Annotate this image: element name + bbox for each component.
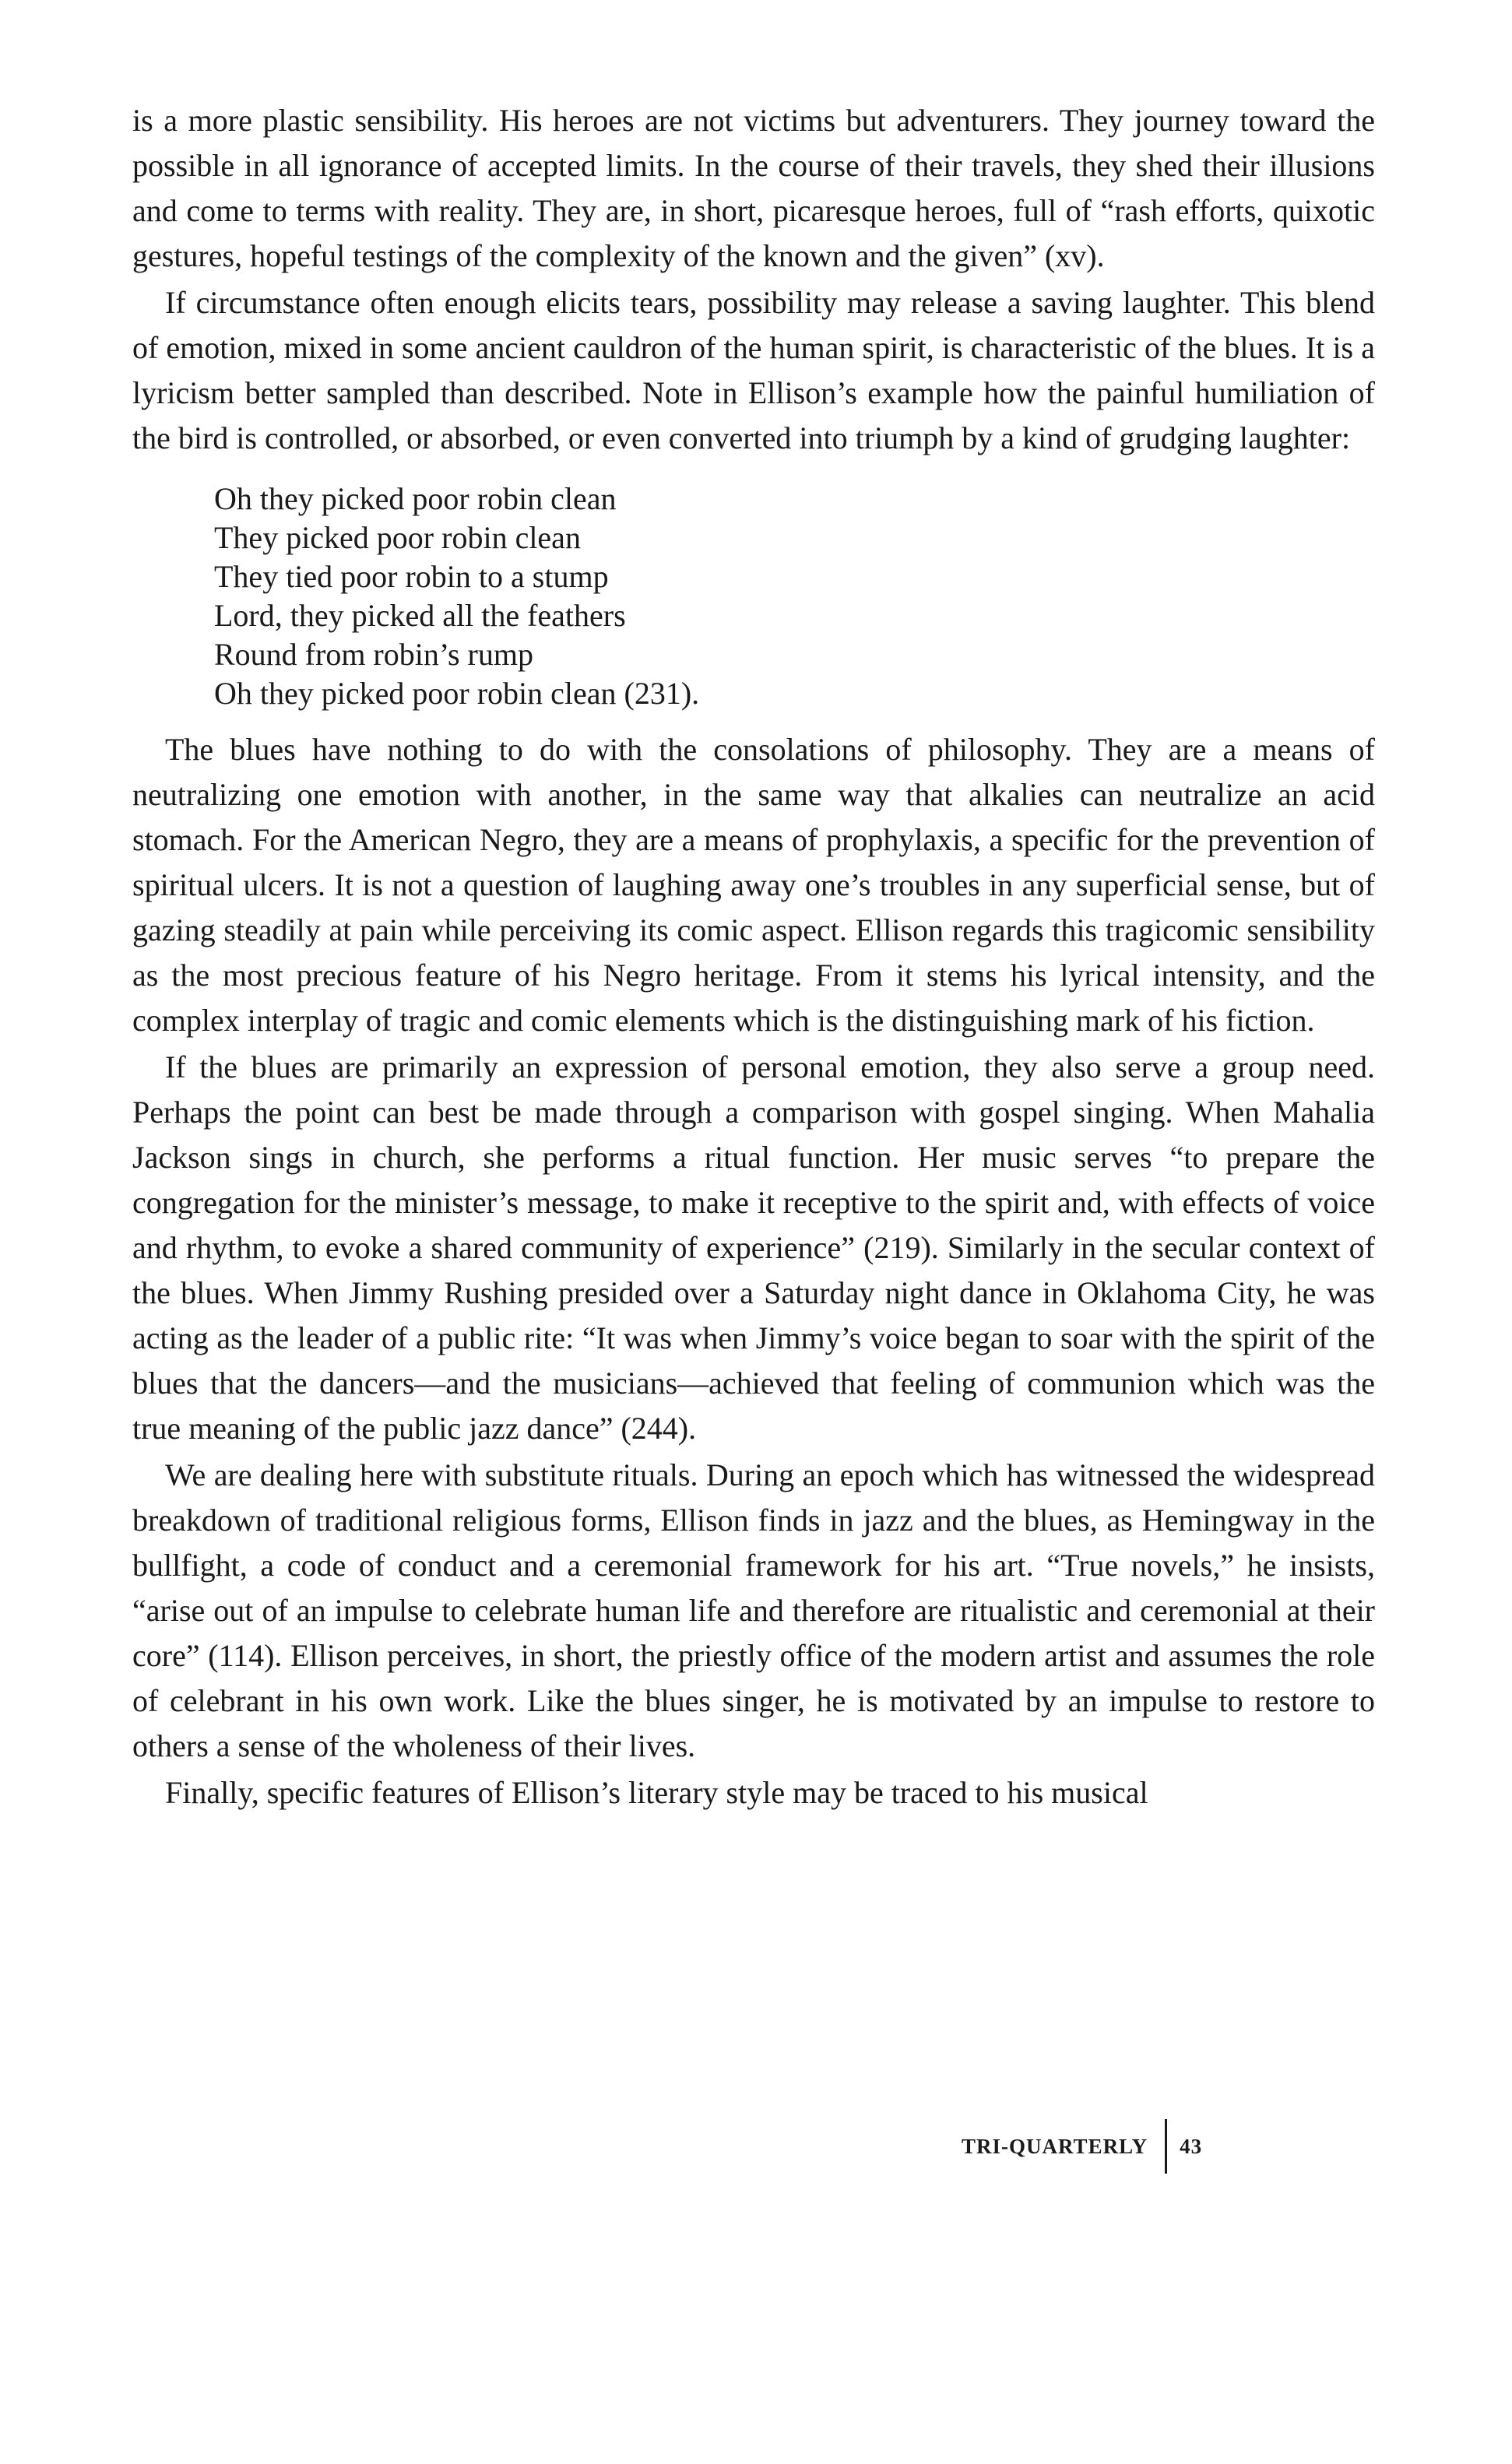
blues-verse-quote bbox=[214, 480, 1375, 713]
paragraph-2: If circumstance often enough elicits tears, possibility may release a saving laughter. This blend of emotion, mixed in some ancient cauldron of the human spirit, is characteristic of the blues. It is a lyricism better sampled than described. Note in Ellison’s example how the painful humiliation of the bird is controlled, or absorbed, or even converted into triumph by a kind of grudging laughter: bbox=[132, 285, 1375, 455]
verse-line-2: They picked poor robin clean bbox=[214, 520, 581, 555]
page-number: 43 bbox=[1180, 2134, 1203, 2158]
verse-line-6: Oh they picked poor robin clean (231). bbox=[214, 676, 700, 711]
paragraph-5: We are dealing here with substitute rituals. During an epoch which has witnessed the widespread breakdown of traditional religious forms, Ellison finds in jazz and the blues, as Hemingway in the bullfight, a code of conduct and a ceremonial framework for his art. “True novels,” he insists, “arise out of an impulse to celebrate human life and therefore are ritualistic and ceremonial at their core” (114). Ellison perceives, in short, the priestly office of the modern artist and assumes the role of celebrant in his own work. Like the blues singer, he is motivated by an impulse to restore to others a sense of the wholeness of their lives. bbox=[132, 1457, 1375, 1763]
verse-line-4: Lord, they picked all the feathers bbox=[214, 598, 626, 633]
footer-divider bbox=[1165, 2119, 1167, 2174]
paragraph-3: The blues have nothing to do with the consolations of philosophy. They are a means of neutralizing one emotion with another, in the same way that alkalies can neutralize an acid stomach. For the American Negro, they are a means of prophylaxis, a specific for the prevention of spiritual ulcers. It is not a question of laughing away one’s troubles in any superficial sense, but of gazing steadily at pain while perceiving its comic aspect. Ellison regards this tragicomic sensibility as the most precious feature of his Negro heritage. From it stems his lyrical intensity, and the complex interplay of tragic and comic elements which is the distinguishing mark of his fiction. bbox=[132, 732, 1375, 1038]
page-body bbox=[132, 98, 1375, 1817]
paragraph-4: If the blues are primarily an expression of personal emotion, they also serve a group need. Perhaps the point can best be made through a comparison with gospel singing. When Mahalia Jackson sings in church, she performs a ritual function. Her music serves “to prepare the congregation for the minister’s message, to make it receptive to the spirit and, with effects of voice and rhythm, to evoke a shared community of experience” (219). Similarly in the secular context of the blues. When Jimmy Rushing presided over a Saturday night dance in Oklahoma City, he was acting as the leader of a public rite: “It was when Jimmy’s voice began to soar with the spirit of the blues that the dancers—and the musicians—achieved that feeling of communion which was the true meaning of the public jazz dance” (244). bbox=[132, 1049, 1375, 1446]
paragraph-1: is a more plastic sensibility. His heroes are not victims but adventurers. They journey toward the possible in all ignorance of accepted limits. In the course of their travels, they shed their illusions and come to terms with reality. They are, in short, picaresque heroes, full of “rash efforts, quixotic gestures, hopeful testings of the complexity of the known and the given” (xv). bbox=[132, 103, 1375, 273]
page-footer bbox=[962, 2119, 1202, 2174]
verse-line-1: Oh they picked poor robin clean bbox=[214, 481, 617, 516]
journal-name: TRI-QUARTERLY bbox=[962, 2134, 1148, 2158]
verse-line-3: They tied poor robin to a stump bbox=[214, 559, 609, 594]
paragraph-6: Finally, specific features of Ellison’s literary style may be traced to his musical bbox=[165, 1775, 1148, 1810]
verse-line-5: Round from robin’s rump bbox=[214, 637, 533, 672]
